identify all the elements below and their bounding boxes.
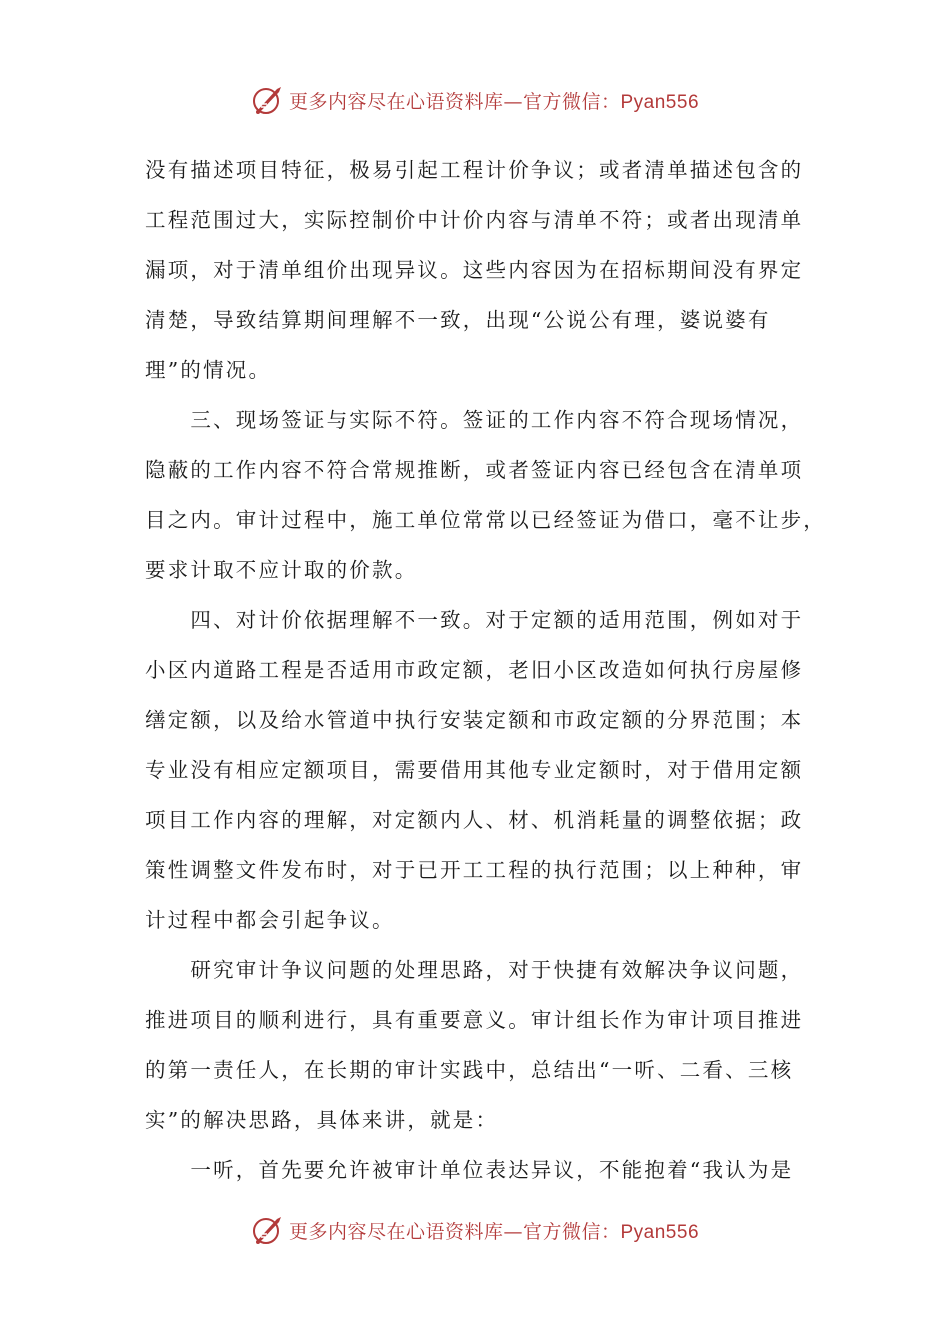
- body-line: 小区内道路工程是否适用市政定额，老旧小区改造如何执行房屋修: [145, 658, 804, 682]
- header-banner: [0, 80, 950, 120]
- footer-brand: 更多内容尽在心语资料库: [288, 1220, 504, 1243]
- body-line: 项目工作内容的理解，对定额内人、材、机消耗量的调整依据；政: [145, 808, 804, 832]
- body-line: 隐蔽的工作内容不符合常规推断，或者签证内容已经包含在清单项: [145, 458, 804, 482]
- body-line: 专业没有相应定额项目，需要借用其他专业定额时，对于借用定额: [145, 758, 804, 782]
- body-line: 三、现场签证与实际不符。签证的工作内容不符合现场情况，: [145, 408, 804, 432]
- body-line: 没有描述项目特征，极易引起工程计价争议；或者清单描述包含的: [145, 158, 804, 182]
- body-line: 工程范围过大，实际控制价中计价内容与清单不符；或者出现清单: [145, 208, 804, 232]
- body-line: 计过程中都会引起争议。: [145, 908, 395, 932]
- quill-pen-logo-icon: [251, 1213, 285, 1247]
- body-line: 实”的解决思路，具体来讲，就是：: [145, 1108, 499, 1132]
- body-line: 策性调整文件发布时，对于已开工工程的执行范围；以上种种，审: [145, 858, 804, 882]
- body-line: 推进项目的顺利进行，具有重要意义。审计组长作为审计项目推进: [145, 1008, 804, 1032]
- header-banner-text: [289, 87, 699, 114]
- header-wechat-label: 官方微信：: [522, 90, 621, 113]
- footer-wechat-id: Pyan556: [620, 1221, 700, 1243]
- footer-wechat-label: 官方微信：: [522, 1220, 621, 1243]
- footer-dash: —: [503, 1220, 523, 1243]
- document-body: [145, 145, 826, 1195]
- body-line: 四、对计价依据理解不一致。对于定额的适用范围，例如对于: [145, 608, 804, 632]
- body-line: 缮定额，以及给水管道中执行安装定额和市政定额的分界范围；本: [145, 708, 804, 732]
- header-brand: 更多内容尽在心语资料库: [288, 90, 504, 113]
- body-line: 漏项，对于清单组价出现异议。这些内容因为在招标期间没有界定: [145, 258, 804, 282]
- body-line: 的第一责任人，在长期的审计实践中，总结出“一听、二看、三核: [145, 1058, 794, 1082]
- footer-banner: [0, 1210, 950, 1250]
- header-wechat-id: Pyan556: [620, 91, 700, 113]
- body-line: 研究审计争议问题的处理思路，对于快捷有效解决争议问题，: [145, 958, 804, 982]
- quill-pen-logo-icon: [251, 83, 285, 117]
- header-dash: —: [503, 90, 523, 113]
- body-line: 目之内。审计过程中，施工单位常常以已经签证为借口，毫不让步，: [145, 508, 826, 532]
- body-line: 清楚，导致结算期间理解不一致，出现“公说公有理，婆说婆有: [145, 308, 771, 332]
- footer-banner-text: [289, 1217, 699, 1244]
- body-line: 一听，首先要允许被审计单位表达异议，不能抱着“我认为是: [145, 1158, 794, 1182]
- body-line: 理”的情况。: [145, 358, 272, 382]
- body-line: 要求计取不应计取的价款。: [145, 558, 418, 582]
